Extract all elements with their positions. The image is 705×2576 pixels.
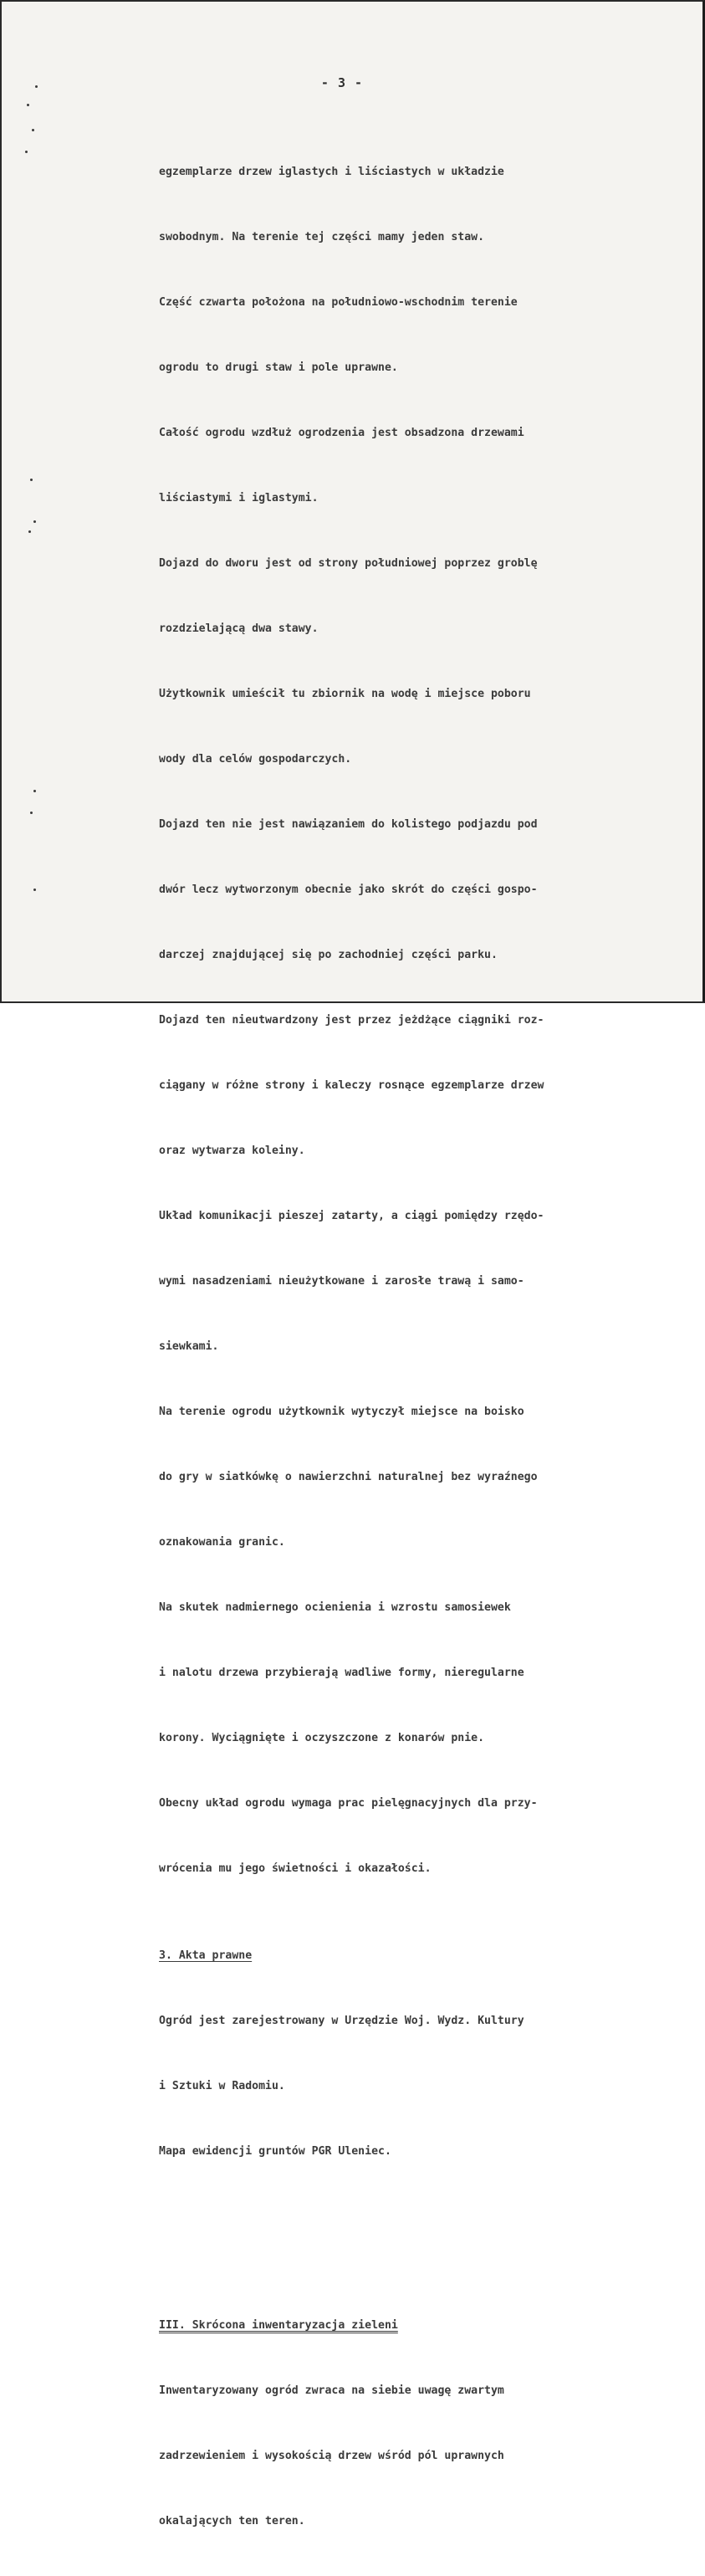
text-line: Na skutek nadmiernego ocienienia i wzrostu samosiewek — [159, 1601, 511, 1614]
text-line: siewkami. — [159, 1340, 219, 1353]
margin-mark — [27, 104, 29, 106]
text-line: i nalotu drzewa przybierają wadliwe formy, nieregularne — [159, 1667, 524, 1679]
text-line: Dojazd ten nie jest nawiązaniem do kolistego podjazdu pod — [159, 818, 538, 831]
margin-mark — [30, 812, 33, 814]
text-line: do gry w siatkówkę o nawierzchni naturalnej bez wyraźnego — [159, 1471, 538, 1483]
text-line: ciągany w różne strony i kaleczy rosnące egzemplarze drzew — [159, 1079, 544, 1092]
text-line: swobodnym. Na terenie tej części mamy jeden staw. — [159, 231, 485, 243]
text-line: Część czwarta położona na południowo-wschodnim terenie — [159, 296, 518, 309]
text-line: Na terenie ogrodu użytkownik wytyczył miejsce na boisko — [159, 1406, 524, 1418]
text-line: korony. Wyciągnięte i oczyszczone z konarów pnie. — [159, 1732, 485, 1744]
text-line: liściastymi i iglastymi. — [159, 492, 319, 504]
text-line: wymi nasadzeniami nieużytkowane i zarosłe trawą i samo- — [159, 1275, 524, 1288]
margin-mark — [25, 151, 28, 153]
margin-mark — [32, 129, 34, 131]
text-line: rozdzielającą dwa stawy. — [159, 622, 319, 635]
margin-mark — [28, 530, 31, 533]
document-body — [159, 118, 669, 2576]
text-line: Ogród jest zarejestrowany w Urzędzie Woj. Wydz. Kultury — [159, 2015, 524, 2027]
text-line: Układ komunikacji pieszej zatarty, a ciągi pomiędzy rzędo- — [159, 1210, 544, 1222]
text-line: i Sztuki w Radomiu. — [159, 2080, 285, 2092]
text-line: dwór lecz wytworzonym obecnie jako skrót do części gospo- — [159, 883, 538, 896]
margin-mark — [33, 790, 36, 792]
page-number: - 3 - — [320, 75, 364, 90]
text-line: Obecny układ ogrodu wymaga prac pielęgnacyjnych dla przy- — [159, 1797, 538, 1810]
text-line: Inwentaryzowany ogród zwraca na siebie uwagę zwartym — [159, 2384, 504, 2397]
text-line: zadrzewieniem i wysokością drzew wśród pól uprawnych — [159, 2450, 504, 2462]
text-line: ogrodu to drugi staw i pole uprawne. — [159, 361, 398, 374]
text-line: okalających ten teren. — [159, 2515, 305, 2527]
text-line: Użytkownik umieścił tu zbiornik na wodę i miejsce poboru — [159, 688, 531, 700]
text-line: wody dla celów gospodarczych. — [159, 753, 352, 766]
text-line: Całość ogrodu wzdłuż ogrodzenia jest obsadzona drzewami — [159, 427, 524, 439]
text-line: darczej znajdującej się po zachodniej części parku. — [159, 949, 498, 961]
text-line: egzemplarze drzew iglastych i liściastych w układzie — [159, 166, 504, 178]
text-line: Dojazd do dworu jest od strony południowej poprzez groblę — [159, 557, 538, 570]
text-line: wrócenia mu jego świetności i okazałości. — [159, 1862, 432, 1875]
blank-line — [159, 2228, 669, 2250]
section-heading-greenery-inventory: III. Skrócona inwentaryzacja zieleni — [159, 2319, 398, 2332]
text-line: oznakowania granic. — [159, 1536, 285, 1549]
text-line: Dojazd ten nieutwardzony jest przez jeżdżące ciągniki roz- — [159, 1014, 544, 1027]
margin-mark — [33, 889, 36, 891]
margin-mark — [30, 479, 33, 481]
section-heading-legal-acts: 3. Akta prawne — [159, 1949, 253, 1962]
margin-mark — [33, 520, 36, 523]
text-line: oraz wytwarza koleiny. — [159, 1145, 305, 1157]
text-line: Mapa ewidencji gruntów PGR Uleniec. — [159, 2145, 391, 2158]
margin-punch-marks — [23, 2, 49, 1001]
